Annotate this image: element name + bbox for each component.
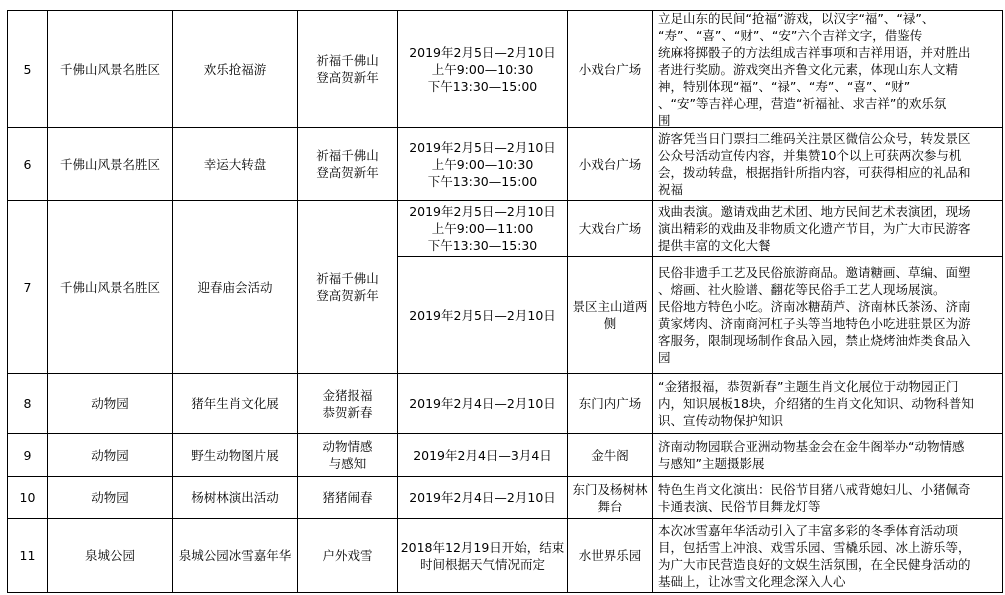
time-line: 2019年2月5日—2月10日 <box>409 204 556 219</box>
description-line: 黄家烤肉、济南商河杠子头等当地特色小吃进驻景区为游 <box>658 316 971 331</box>
time-line: 2019年2月4日—2月10日 <box>409 490 556 505</box>
description <box>653 434 1002 476</box>
description-line: 围 <box>658 112 671 127</box>
description-line: 提供丰富的文化大餐 <box>658 238 771 253</box>
location-text: 千佛山风景名胜区 <box>59 61 160 77</box>
description-line: 演出精彩的戏曲及非物质文化遗产节目，为广大市民游客 <box>658 221 971 236</box>
description-line: 祝福 <box>658 182 684 197</box>
description-line: “金猪报福，恭贺新春”主题生肖文化展位于动物园正门 <box>658 379 959 394</box>
venue <box>568 519 652 592</box>
theme-line: 祈福千佛山 <box>316 148 379 163</box>
description-line: 与感知”主题摄影展 <box>658 456 765 471</box>
time <box>398 11 567 127</box>
activity-name <box>173 128 297 200</box>
description-line: 特色生肖文化演出：民俗节目猪八戒背媳妇儿、小猪佩奇 <box>658 481 971 497</box>
description-line: 客服务，限制现场制作食品入园，禁止烧烤油炸类食品入 <box>658 333 971 348</box>
venue <box>568 11 652 127</box>
description-line: 内，知识展板18块，介绍猪的生肖文化知识、动物科普知 <box>658 396 974 411</box>
venue-line: 侧 <box>603 316 617 331</box>
description-line: 、“安”等吉祥心理，营造“祈福祉、求吉祥”的欢乐氛 <box>658 95 947 111</box>
theme <box>298 519 397 592</box>
row-number-text: 7 <box>23 279 32 295</box>
theme <box>298 128 397 200</box>
time-line: 下午13:30—15:00 <box>427 173 538 189</box>
location <box>48 11 172 127</box>
description-line: 会，拨动转盘，根据指针所指内容，可获得相应的礼品和 <box>658 165 971 180</box>
description-line: 公众号活动宣传内容，并集赞10个以上可获两次参与机 <box>658 148 962 163</box>
time <box>398 477 567 518</box>
location-text: 泉城公园 <box>84 548 135 563</box>
row-number <box>8 11 47 127</box>
activity-name <box>173 11 297 127</box>
venue-line: 小戏台广场 <box>578 61 642 77</box>
time <box>398 257 567 373</box>
location-text: 动物园 <box>91 490 129 505</box>
description <box>653 477 1002 518</box>
row-number-text: 11 <box>19 548 36 563</box>
venue <box>568 201 652 256</box>
description-line: 游客凭当日门票扫二维码关注景区微信公众号，转发景区 <box>658 131 971 146</box>
row-number-text: 6 <box>23 156 32 172</box>
time <box>398 374 567 433</box>
row-number <box>8 374 47 433</box>
description-line: 基础上，让冰雪文化理念深入人心 <box>658 573 846 589</box>
row-number-text: 5 <box>23 61 32 77</box>
location <box>48 374 172 433</box>
theme <box>298 374 397 433</box>
venue-line: 水世界乐园 <box>578 548 642 563</box>
description <box>653 128 1002 200</box>
time-line: 2019年2月5日—2月10日 <box>409 44 556 60</box>
venue <box>568 257 652 373</box>
description <box>653 519 1002 592</box>
theme <box>298 11 397 127</box>
time <box>398 519 567 592</box>
location <box>48 201 172 373</box>
venue-line: 金牛阁 <box>591 447 629 463</box>
venue <box>568 374 652 433</box>
row-number <box>8 434 47 476</box>
theme-line: 动物情感 <box>322 439 373 454</box>
row-number <box>8 128 47 200</box>
venue <box>568 434 652 476</box>
description-line: 目，包括雪上冲浪、戏雪乐园、雪橇乐园、冰上游乐等， <box>658 539 971 555</box>
theme-line: 祈福千佛山 <box>316 53 379 68</box>
row-number-text: 9 <box>23 447 32 463</box>
activity-name <box>173 434 297 476</box>
time-line: 上午9:00—11:00 <box>431 221 534 236</box>
location <box>48 477 172 518</box>
theme <box>298 201 397 373</box>
description-line: 者进行奖励。游戏突出齐鲁文化元素，体现山东人文精 <box>658 61 959 77</box>
description <box>653 257 1002 373</box>
activity-name-text: 幸运大转盘 <box>203 156 267 172</box>
venue-line: 小戏台广场 <box>578 156 642 172</box>
time-line: 2018年12月19日开始，结束 <box>400 539 565 555</box>
activity-name <box>173 201 297 373</box>
description-line: 统麻将掷骰子的方法组成吉祥事项和吉祥用语，并对胜出 <box>658 44 971 60</box>
description <box>653 11 1002 127</box>
description-line: 为广大市民营造良好的文娱生活氛围，在全民健身活动的 <box>658 556 971 572</box>
theme-line: 金猪报福 <box>322 387 373 403</box>
grid-line-vertical <box>1002 10 1003 593</box>
time-line: 2019年2月5日—2月10日 <box>409 139 556 155</box>
description-line: 卡通表演、民俗节目舞龙灯等 <box>658 498 821 514</box>
theme-line: 与感知 <box>328 456 367 471</box>
theme-line: 户外戏雪 <box>322 548 373 563</box>
time <box>398 128 567 200</box>
activity-name <box>173 519 297 592</box>
activity-name-text: 野生动物图片展 <box>191 447 279 463</box>
grid-line-horizontal <box>7 592 1003 593</box>
location <box>48 519 172 592</box>
description-line: 民俗地方特色小吃。济南冰糖葫芦、济南林氏茶汤、济南 <box>658 299 971 314</box>
row-number <box>8 201 47 373</box>
row-number-text: 8 <box>23 396 32 411</box>
description-line: 民俗非遗手工艺及民俗旅游商品。邀请糖画、草编、面塑 <box>658 265 971 280</box>
description-line: 神，特别体现“福”、“禄”、“寿”、“喜”、“财” <box>658 78 911 94</box>
description-line: 识、宣传动物保护知识 <box>658 413 784 428</box>
theme <box>298 477 397 518</box>
venue-line: 东门及杨树林 <box>572 481 648 497</box>
theme-line: 恭贺新春 <box>322 404 373 420</box>
activity-name <box>173 374 297 433</box>
description <box>653 201 1002 256</box>
venue-line: 舞台 <box>597 498 623 514</box>
location-text: 动物园 <box>91 396 129 411</box>
time-line: 上午9:00—10:30 <box>431 156 534 172</box>
venue <box>568 128 652 200</box>
activity-name-text: 杨树林演出活动 <box>191 490 279 505</box>
description <box>653 374 1002 433</box>
description-line: 立足山东的民间“抢福”游戏，以汉字“福”、“禄”、 <box>658 11 935 26</box>
location-text: 动物园 <box>91 447 129 463</box>
activity-name-text: 泉城公园冰雪嘉年华 <box>178 548 292 563</box>
venue-line: 大戏台广场 <box>578 221 642 236</box>
theme-line: 祈福千佛山 <box>316 271 379 286</box>
theme-line: 登高贺新年 <box>316 165 379 180</box>
description-line: 戏曲表演。邀请戏曲艺术团、地方民间艺术表演团，现场 <box>658 204 971 219</box>
activity-name-text: 猪年生肖文化展 <box>191 396 279 411</box>
time-line: 上午9:00—10:30 <box>431 61 534 77</box>
row-number <box>8 519 47 592</box>
theme-line: 登高贺新年 <box>316 288 379 303</box>
time-line: 下午13:30—15:00 <box>427 78 538 94</box>
time <box>398 434 567 476</box>
row-number <box>8 477 47 518</box>
activity-name-text: 欢乐抢福游 <box>203 61 267 77</box>
location-text: 千佛山风景名胜区 <box>59 156 160 172</box>
row-number-text: 10 <box>19 490 36 505</box>
location <box>48 434 172 476</box>
description-line: 、熔画、社火脸谱、翻花等民俗手工艺人现场展演。 <box>658 282 946 297</box>
time <box>398 201 567 256</box>
theme-line: 猪猪闹春 <box>322 490 373 505</box>
description-line: 济南动物园联合亚洲动物基金会在金牛阁举办“动物情感 <box>658 439 965 454</box>
location <box>48 128 172 200</box>
time-line: 2019年2月4日—3月4日 <box>413 447 552 463</box>
time-line: 2019年2月4日—2月10日 <box>409 396 556 411</box>
activity-name-text: 迎春庙会活动 <box>197 279 273 295</box>
theme <box>298 434 397 476</box>
time-line: 2019年2月5日—2月10日 <box>409 307 556 323</box>
description-line: 本次冰雪嘉年华活动引入了丰富多彩的冬季体育活动项 <box>658 522 959 538</box>
time-line: 下午13:30—15:30 <box>427 238 538 253</box>
activity-name <box>173 477 297 518</box>
venue-line: 景区主山道两 <box>572 299 648 314</box>
theme-line: 登高贺新年 <box>316 70 379 85</box>
venue-line: 东门内广场 <box>578 396 642 411</box>
time-line: 时间根据天气情况而定 <box>419 556 545 572</box>
description-line: 园 <box>658 350 671 365</box>
venue <box>568 477 652 518</box>
description-line: “寿”、“喜”、“财”、“安”六个吉祥文字，借鉴传 <box>658 27 923 43</box>
location-text: 千佛山风景名胜区 <box>59 279 160 295</box>
